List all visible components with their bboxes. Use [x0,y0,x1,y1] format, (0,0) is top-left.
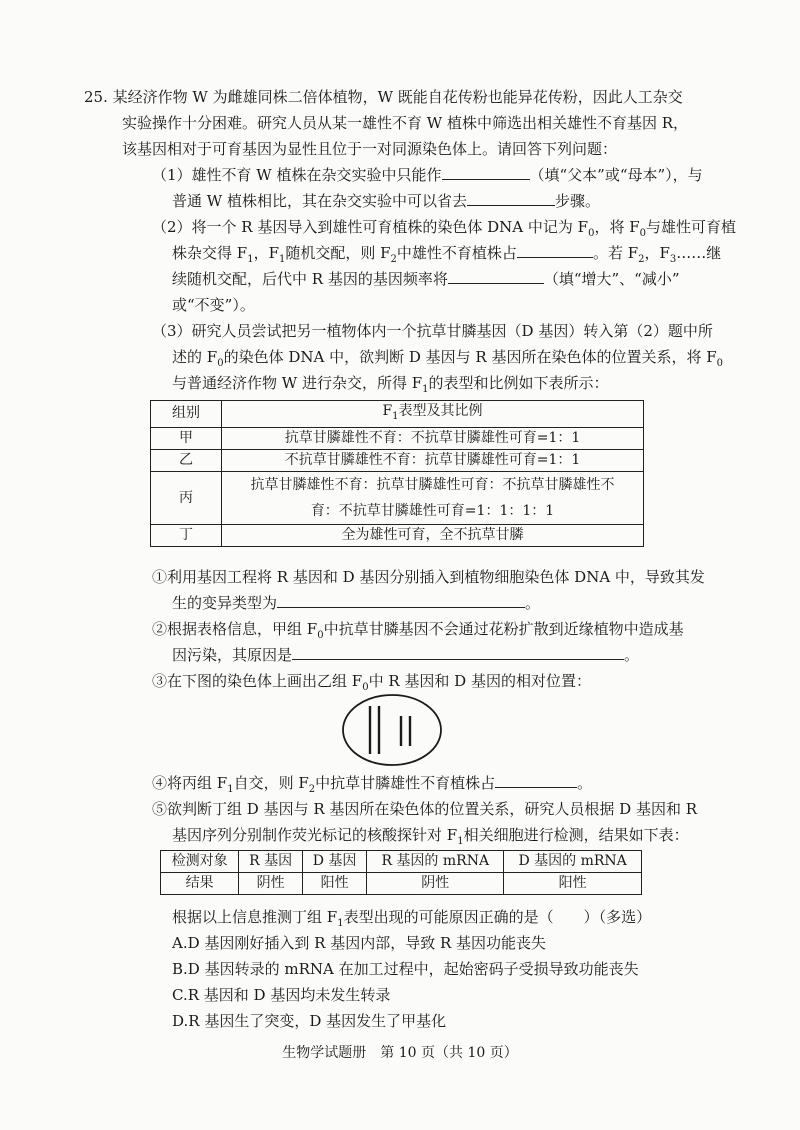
q5-ask-line: 根据以上信息推测丁组 $F_1$表型出现的可能原因正确的是（ ）（多选） [172,908,652,929]
table-row [161,873,642,895]
q2-line-1: ②根据表格信息，甲组 $F_0$中抗草甘膦基因不会通过花粉扩散到近缘植物中造成基 [152,620,684,641]
option-d[interactable]: D.R 基因生了突变，D 基因发生了甲基化 [172,1012,447,1030]
part2-line-1: （2）将一个 R 基因导入到雄性可育植株的染色体 DNA 中记为 $F_0$，将 $F_0$与雄性可育植 [152,218,737,239]
chromosome-diagram[interactable] [340,692,444,768]
part1-line-1: （1）雄性不育 W 植株在杂交实验中只能作 （填“父本”或“母本”），与 [152,166,703,184]
q5-line-2: 基因序列分别制作荧光标记的核酸探针对 $F_1$相关细胞进行检测，结果如下表： [172,826,689,847]
q5-line-1: ⑤欲判断丁组 D 基因与 R 基因所在染色体的位置关系，研究人员根据 D 基因和 R [152,800,698,818]
table-header-cell: 检测对象 [161,851,239,873]
table-cell-group: 乙 [151,449,222,471]
answer-blank-6[interactable] [292,644,624,660]
table-header-cell: R 基因的 mRNA [367,851,504,873]
table-cell: 阳性 [504,873,642,895]
table-row [151,471,644,524]
table-cell-group: 丁 [151,524,222,546]
table-row [151,449,644,471]
part1-line-2: 普通 W 植株相比，其在杂交实验中可以省去 步骤。 [172,192,600,210]
part2-line-3: 续随机交配，后代中 R 基因的基因频率将 （填“增大”、“减小” [172,270,680,288]
option-a[interactable]: A.D 基因刚好插入到 R 基因内部，导致 R 基因功能丧失 [172,934,547,952]
part3-line-3: 与普通经济作物 W 进行杂交，所得 $F_1$的表型和比例如下表所示： [172,374,609,395]
table-cell: 阳性 [302,873,366,895]
part2-line-4: 或“不变”）。 [172,296,255,314]
table-header-cell: D 基因的 mRNA [504,851,642,873]
q1-line-1: ①利用基因工程将 R 基因和 D 基因分别插入到植物细胞染色体 DNA 中，导致其发 [152,568,705,586]
part2-line-2: 株杂交得 $F_1$，$F_1$随机交配，则 $F_2$中雄性不育植株占 。若 $F_2$，$F_3\dots\dots$继 [172,244,722,265]
detection-table [160,850,642,895]
table-cell-phenotype: 不抗草甘膦雄性不育：抗草甘膦雄性可育=1：1 [222,449,644,471]
table-cell-group: 丙 [151,471,222,524]
q4-line: ④将丙组 $F_1$自交，则 $F_2$中抗草甘膦雄性不育植株占 。 [152,774,593,795]
table-cell: 阴性 [367,873,504,895]
option-b[interactable]: B.D 基因转录的 mRNA 在加工过程中，起始密码子受损导致功能丧失 [172,960,639,978]
table-cell-phenotype: 抗草甘膦雄性不育：不抗草甘膦雄性可育=1：1 [222,427,644,449]
question-intro-line-1: 25. 某经济作物 W 为雌雄同株二倍体植物，W 既能自花传粉也能异花传粉，因此人工杂交 [84,88,683,106]
table-cell: 阴性 [239,873,303,895]
table-header-group: 组别 [151,401,222,428]
table-cell-phenotype: 全为雄性可育，全不抗草甘膦 [222,524,644,546]
answer-blank-7[interactable] [495,772,577,788]
table-row [151,524,644,546]
answer-blank-3[interactable] [517,242,593,258]
part3-line-2: 述的 $F_0$的染色体 DNA 中，欲判断 D 基因与 R 基因所在染色体的位置关系，将 $F_0$ [172,348,724,369]
table-header-phenotype: $F_1$表型及其比例 [222,401,644,428]
option-c[interactable]: C.R 基因和 D 基因均未发生转录 [172,986,391,1004]
answer-blank-1[interactable] [442,164,530,180]
q1-line-2: 生的变异类型为 。 [172,594,541,612]
page-footer: 生物学试题册 第 10 页（共 10 页） [282,1045,518,1061]
table-cell: 结果 [161,873,239,895]
part3-line-1: （3）研究人员尝试把另一植物体内一个抗草甘膦基因（D 基因）转入第（2）题中所 [152,322,713,340]
q3-line: ③在下图的染色体上画出乙组 $F_0$中 R 基因和 D 基因的相对位置： [152,672,591,693]
answer-blank-4[interactable] [448,268,544,284]
table-header-row [161,851,642,873]
table-header-cell: R 基因 [239,851,303,873]
table-header-cell: D 基因 [302,851,366,873]
answer-blank-2[interactable] [467,190,555,206]
answer-blank-5[interactable] [277,592,525,608]
question-intro-line-2: 实验操作十分困难。研究人员从某一雄性不育 W 植株中筛选出相关雄性不育基因 R， [122,114,689,132]
table-header-row [151,401,644,428]
phenotype-table [150,400,644,547]
table-cell-phenotype: 抗草甘膦雄性不育：抗草甘膦雄性可育：不抗草甘膦雄性不 育：不抗草甘膦雄性可育=1：1：1：1 [222,471,644,524]
question-intro-line-3: 该基因相对于可育基因为显性且位于一对同源染色体上。请回答下列问题： [122,140,618,158]
cell-outline [343,695,441,765]
table-cell-group: 甲 [151,427,222,449]
table-row [151,427,644,449]
q2-line-2: 因污染，其原因是 。 [172,646,640,664]
